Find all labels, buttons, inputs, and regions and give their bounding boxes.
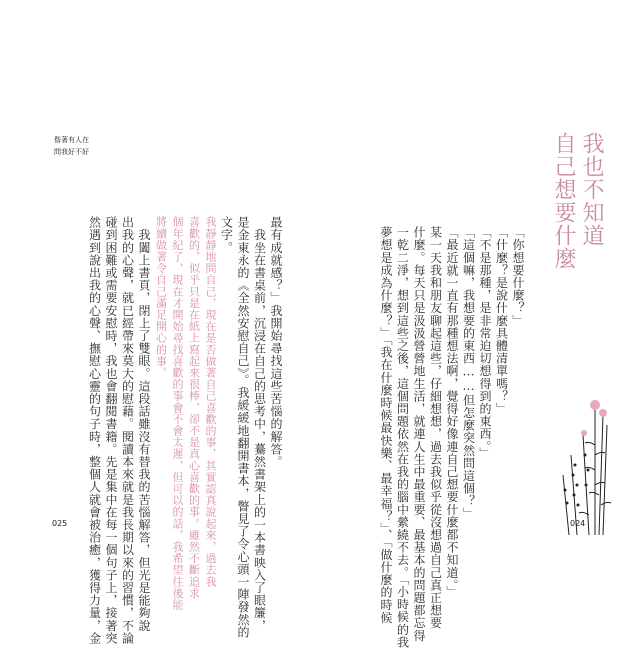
text-column: 某一天我和朋友聊起這些，仔細想想，過去我似乎從沒想過自己真正想要 xyxy=(428,226,443,630)
text-column: 文字。 xyxy=(219,216,234,254)
text-column: 我坐在書桌前，沉浸在自己的思考中，驀然書架上的一本書映入了眼簾， xyxy=(252,216,267,632)
running-header-line1: 偕著有人在 xyxy=(54,136,89,144)
text-column: 一乾二淨，想到這些之後，這個問題依然在我的腦中縈繞不去。「小時候的我 xyxy=(395,226,410,648)
text-column: 出我的心聲，就已經帶來莫大的慰藉。閱讀本來就是我長期以來的習慣，不論 xyxy=(120,216,135,645)
running-header xyxy=(54,134,89,158)
text-column: 最有成就感？」我開始尋找這些苦惱的解答。 xyxy=(269,216,283,468)
chapter-title-line1: 我也不知道 xyxy=(579,132,604,247)
text-column: 夢想是成為什麼？」「我在什麼時候最快樂、最幸福？」、「做什麼的時候 xyxy=(379,226,393,624)
text-column: 我靜靜地問自己，現在是否做著自己喜歡的事，其實認真說起來，過去我 xyxy=(204,216,217,588)
text-column: 「最近就一直有那種想法啊，覺得好像連自己想要什麼都不知道。」 xyxy=(445,226,459,598)
text-column: 「什麼？是說什麼具體清單嗎？」 xyxy=(494,226,509,415)
chapter-title-line2: 自己想要什麼 xyxy=(551,132,576,270)
text-column: 將續做著令自己滿足開心的事。 xyxy=(154,216,168,379)
page-number-left: 025 xyxy=(52,519,68,528)
text-column: 碰到困難或需要安慰時，我也會翻閱書籍。先是集中在每一個句子上，接著突 xyxy=(104,216,118,645)
running-header-line2: 問我好不好 xyxy=(54,148,89,156)
text-column: 喜歡的，似乎只是在紙上寫起來很棒，卻不是真心喜歡的事。雖然不斷追求 xyxy=(187,216,201,599)
page-number-right: 024 xyxy=(570,519,586,528)
text-column: 「這個嘛，我想要的東西……但怎麼突然問這個？」 xyxy=(461,226,476,520)
text-column: 「不是那種，是非常迫切想得到的東西。」 xyxy=(478,226,492,460)
text-column: 然遇到說出我的心聲、撫慰心靈的句子時，整個人就會被治癒，獲得力量，金 xyxy=(87,216,102,645)
text-column: 「你想要什麼？」 xyxy=(511,226,525,327)
text-column: 我闔上書頁，閉上了雙眼。這段話雖沒有替我的苦惱解答，但光是能夠說 xyxy=(137,216,151,632)
text-column: 什麼。每天只是汲汲營營地生活，就連人生中最重要、最基本的問題都忘得 xyxy=(412,226,426,642)
text-column: 是金東永的《全然安慰自己》。我緩緩地翻開書本，瞥見了令心頭一陣發然的 xyxy=(236,216,250,639)
text-column: 個年紀了，現在才開始尋找喜歡的事會不會太遲，但可以的話，我希望往後能 xyxy=(171,216,184,611)
